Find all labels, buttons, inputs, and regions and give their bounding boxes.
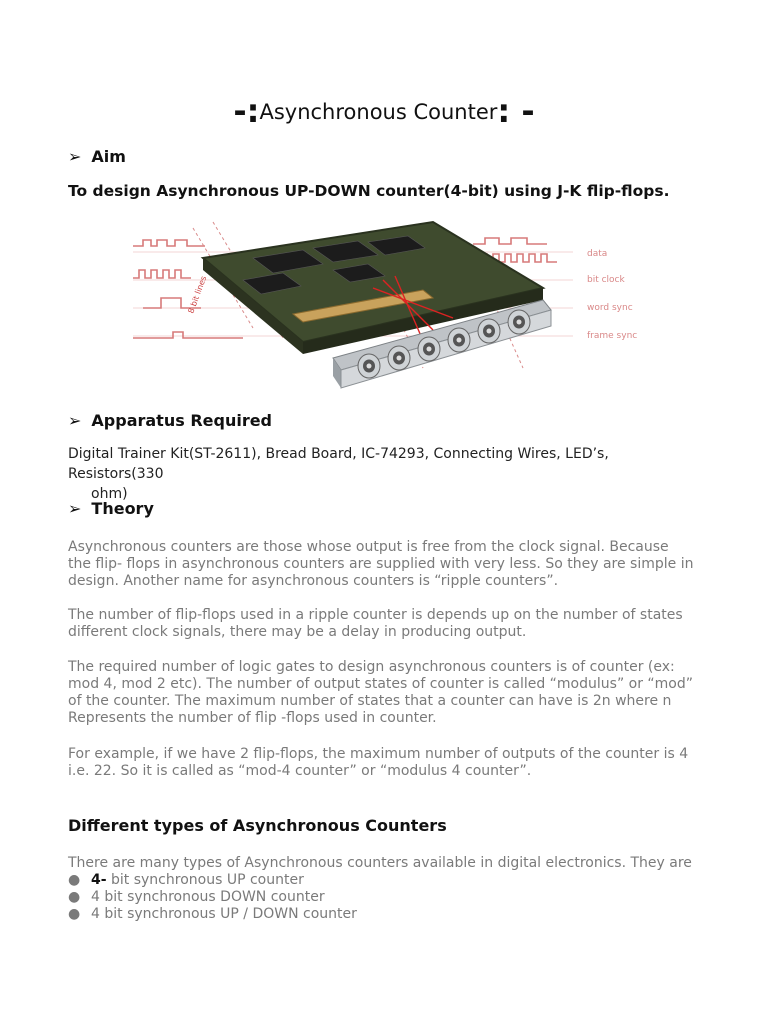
list-item	[68, 872, 708, 889]
board-label: 8 bit lines	[186, 274, 209, 315]
theory-paragraph-2	[68, 607, 708, 641]
types-section	[68, 855, 708, 923]
theory-heading	[68, 499, 154, 518]
aim-heading-label: Aim	[91, 147, 126, 166]
apparatus-line-2: ohm)	[91, 486, 128, 502]
theory-paragraph-3	[68, 659, 708, 727]
apparatus-line-1: Digital Trainer Kit(ST-2611), Bread Board, IC-74293, Connecting Wires, LED’s, Resistors(330	[68, 446, 609, 482]
theory-heading-label: Theory	[91, 499, 154, 518]
theory-p1-line: the flip- flops in asynchronous counters are supplied with very less. So they are simple in	[68, 556, 694, 572]
theory-p2-line: The number of flip-flops used in a ripple counter is depends up on the number of states	[68, 607, 683, 623]
list-item	[68, 889, 708, 906]
arrow-bullet-icon: ➢	[68, 411, 82, 430]
frame-sync-waveform-left	[133, 332, 243, 338]
circuit-board-figure	[133, 218, 673, 396]
list-item-text: 4 bit synchronous UP / DOWN counter	[91, 906, 357, 922]
bullet-icon: ●	[68, 872, 81, 888]
title-text: Asynchronous Counter	[259, 100, 498, 124]
page-title	[0, 92, 768, 130]
arrow-bullet-icon: ➢	[68, 147, 82, 166]
aim-statement: To design Asynchronous UP-DOWN counter(4-bit) using J-K flip-flops.	[68, 182, 670, 200]
signal-legend	[587, 249, 637, 341]
aim-heading	[68, 147, 126, 166]
data-waveform	[133, 240, 205, 246]
bit-clock-waveform-left	[133, 270, 191, 278]
theory-p3-line: of the counter. The maximum number of states that a counter can have is 2n where n	[68, 693, 672, 709]
arrow-bullet-icon: ➢	[68, 499, 82, 518]
legend-data: data	[587, 249, 608, 259]
legend-word-sync: word sync	[587, 303, 633, 313]
theory-p1-line: Asynchronous counters are those whose output is free from the clock signal. Because	[68, 539, 669, 555]
apparatus-heading-label: Apparatus Required	[91, 411, 273, 430]
theory-p1-line: design. Another name for asynchronous counters is “ripple counters”.	[68, 573, 559, 589]
list-item-text: bit synchronous UP counter	[106, 872, 304, 888]
list-item-text: 4 bit synchronous DOWN counter	[91, 889, 325, 905]
bullet-icon: ●	[68, 889, 81, 905]
theory-p3-line: Represents the number of flip -flops used in counter.	[68, 710, 437, 726]
legend-frame-sync: frame sync	[587, 331, 638, 341]
types-heading: Different types of Asynchronous Counters	[68, 816, 447, 835]
data-waveform-right	[473, 238, 547, 244]
theory-p3-line: mod 4, mod 2 etc). The number of output states of counter is called “modulus” or “mod”	[68, 676, 694, 692]
list-item-bold: 4-	[91, 872, 107, 888]
legend-bit-clock: bit clock	[587, 275, 625, 285]
bullet-icon: ●	[68, 906, 81, 922]
apparatus-list	[68, 444, 708, 504]
title-suffix: : -	[497, 92, 535, 130]
theory-p4-line: i.e. 22. So it is called as “mod-4 counter” or “modulus 4 counter”.	[68, 763, 532, 779]
list-item	[68, 906, 708, 923]
theory-p3-line: The required number of logic gates to design asynchronous counters is of counter (ex:	[68, 659, 675, 675]
types-list	[68, 872, 708, 923]
theory-p2-line: different clock signals, there may be a delay in producing output.	[68, 624, 527, 640]
title-prefix: -:	[233, 92, 260, 130]
theory-paragraph-1	[68, 539, 708, 590]
theory-paragraph-4	[68, 746, 708, 780]
apparatus-heading	[68, 411, 272, 430]
types-intro: There are many types of Asynchronous counters available in digital electronics. They are	[68, 855, 692, 871]
theory-p4-line: For example, if we have 2 flip-flops, the maximum number of outputs of the counter is 4	[68, 746, 689, 762]
